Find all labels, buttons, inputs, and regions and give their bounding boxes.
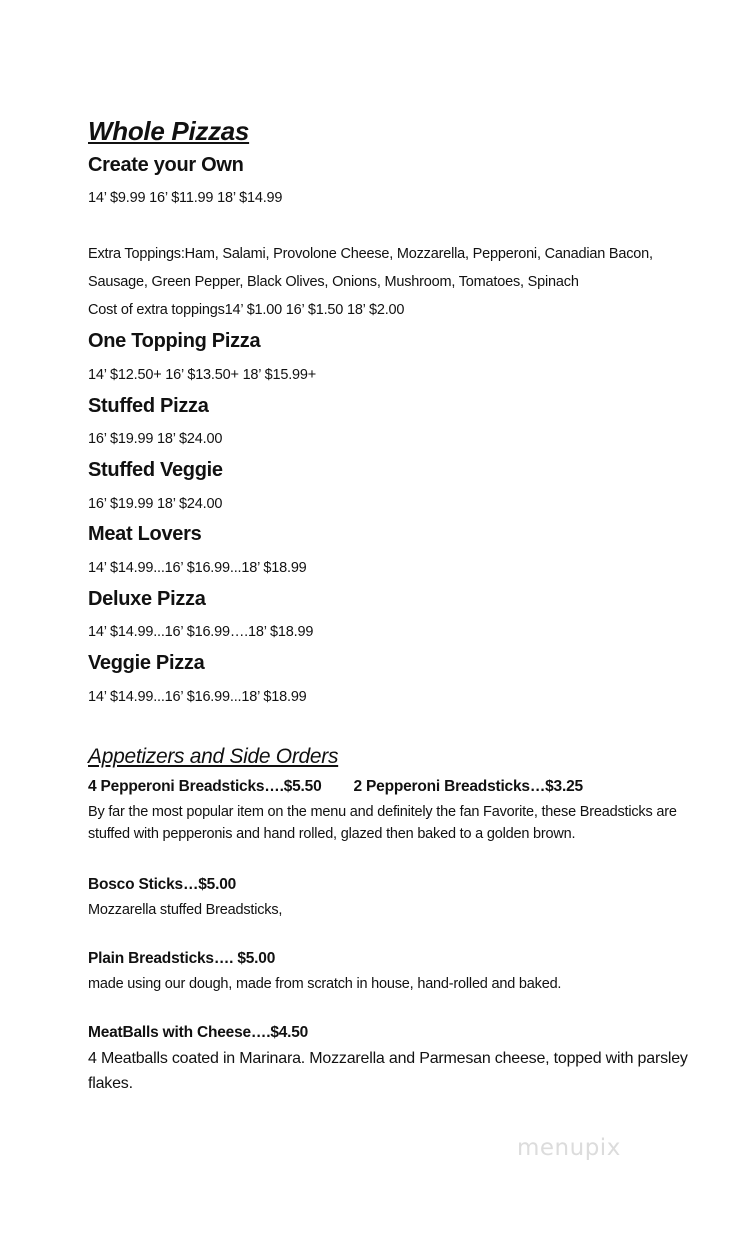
stuffed-veggie-prices: 16’ $19.99 18’ $24.00: [88, 496, 223, 512]
pepperoni-breadsticks-2-title: 2 Pepperoni Breadsticks…$3.25: [353, 778, 583, 795]
meatballs-description: 4 Meatballs coated in Marinara. Mozzarella and Parmesan cheese, topped with parsley flakes.: [88, 1050, 688, 1092]
bosco-sticks-title: Bosco Sticks…$5.00: [88, 876, 237, 893]
veggie-pizza-prices: 14’ $14.99...16’ $16.99...18’ $18.99: [88, 689, 307, 705]
stuffed-veggie-title: Stuffed Veggie: [88, 459, 223, 481]
pepperoni-breadsticks-line: [88, 778, 583, 796]
stuffed-pizza-prices: 16’ $19.99 18’ $24.00: [88, 431, 223, 447]
bosco-sticks-description: Mozzarella stuffed Breadsticks,: [88, 902, 283, 918]
veggie-pizza-title: Veggie Pizza: [88, 652, 205, 674]
meat-lovers-prices: 14’ $14.99...16’ $16.99...18’ $18.99: [88, 560, 307, 576]
deluxe-pizza-title: Deluxe Pizza: [88, 588, 206, 610]
deluxe-pizza-prices: 14’ $14.99...16’ $16.99….18’ $18.99: [88, 624, 314, 640]
appetizers-heading: Appetizers and Side Orders: [88, 745, 339, 768]
menupix-watermark: menupix: [517, 1135, 621, 1161]
plain-breadsticks-title: Plain Breadsticks…. $5.00: [88, 950, 276, 967]
extra-toppings-cost: Cost of extra toppings14’ $1.00 16’ $1.50 18’ $2.00: [88, 302, 405, 318]
plain-breadsticks-description: made using our dough, made from scratch in house, hand-rolled and baked.: [88, 976, 562, 992]
create-your-own-title: Create your Own: [88, 154, 244, 176]
meat-lovers-title: Meat Lovers: [88, 523, 202, 545]
one-topping-title: One Topping Pizza: [88, 330, 261, 352]
one-topping-prices: 14’ $12.50+ 16’ $13.50+ 18’ $15.99+: [88, 367, 317, 383]
extra-toppings-line-1: Extra Toppings:Ham, Salami, Provolone Cheese, Mozzarella, Pepperoni, Canadian Bacon,: [88, 246, 653, 262]
create-your-own-prices: 14’ $9.99 16’ $11.99 18’ $14.99: [88, 190, 283, 206]
pepperoni-breadsticks-description: By far the most popular item on the menu and definitely the fan Favorite, these Breadsticks are stuffed with pepperonis and hand rolled, glazed then baked to a golden brown.: [88, 804, 677, 842]
whole-pizzas-heading: Whole Pizzas: [88, 116, 250, 146]
meatballs-title: MeatBalls with Cheese….$4.50: [88, 1024, 309, 1041]
pepperoni-breadsticks-4-title: 4 Pepperoni Breadsticks….$5.50: [88, 778, 322, 795]
stuffed-pizza-title: Stuffed Pizza: [88, 395, 209, 417]
extra-toppings-line-2: Sausage, Green Pepper, Black Olives, Onions, Mushroom, Tomatoes, Spinach: [88, 274, 579, 290]
